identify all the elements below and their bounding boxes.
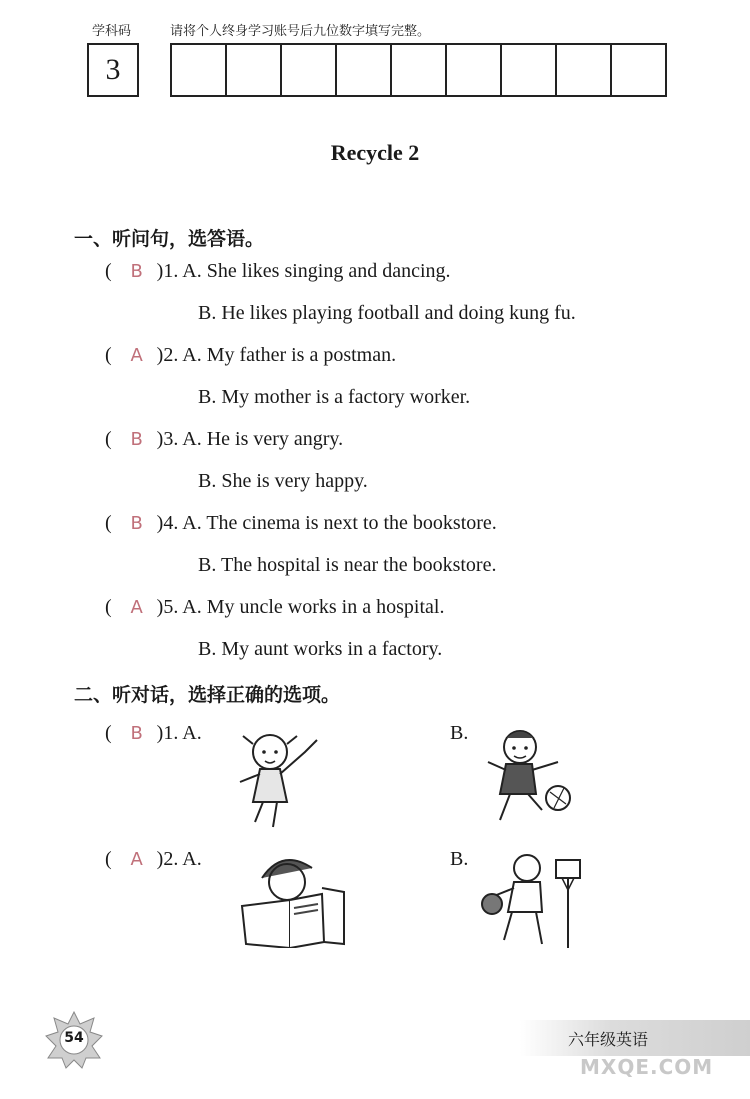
- s2-question-1: ( B )1. A.: [105, 722, 202, 744]
- grade-label-bar: [520, 1020, 750, 1056]
- question-number: )2.: [156, 848, 179, 870]
- answer-mark: B: [130, 429, 143, 450]
- answer-mark: B: [130, 513, 143, 534]
- option-a: A. He is very angry.: [182, 428, 344, 450]
- question-number: )4.: [156, 512, 179, 534]
- question-number: )3.: [156, 428, 179, 450]
- digit-cell[interactable]: [612, 45, 665, 95]
- s2-question-2: ( A )2. A.: [105, 848, 202, 870]
- s1-question-1: ( B )1. A. She likes singing and dancing.: [105, 260, 451, 282]
- digit-cell[interactable]: [227, 45, 282, 95]
- digit-cell[interactable]: [282, 45, 337, 95]
- question-number: )2.: [156, 344, 179, 366]
- question-number: )5.: [156, 596, 179, 618]
- s1-question-5: ( A )5. A. My uncle works in a hospital.: [105, 596, 445, 618]
- instruction-text: 请将个人终身学习账号后九位数字填写完整。: [170, 24, 431, 39]
- page-number: 54: [64, 1030, 84, 1046]
- subject-code-value: 3: [105, 53, 121, 86]
- digit-cell[interactable]: [337, 45, 392, 95]
- boy-basketball-illustration: [472, 848, 587, 953]
- s1-q5-option-b: B. My aunt works in a factory.: [198, 638, 443, 660]
- s2-q1-option-b-label: B.: [450, 722, 469, 744]
- option-a: A. My uncle works in a hospital.: [182, 596, 445, 618]
- page-title: Recycle 2: [330, 140, 420, 165]
- digit-cell[interactable]: [502, 45, 557, 95]
- account-digit-row: [170, 43, 667, 97]
- answer-mark: A: [130, 597, 143, 618]
- question-number: )1.: [156, 260, 179, 282]
- digit-cell[interactable]: [447, 45, 502, 95]
- s2-q2-option-b-label: B.: [450, 848, 469, 870]
- s1-question-4: ( B )4. A. The cinema is next to the bookstore.: [105, 512, 497, 534]
- s1-q1-option-b: B. He likes playing football and doing kung fu.: [198, 302, 576, 324]
- s1-q4-option-b: B. The hospital is near the bookstore.: [198, 554, 497, 576]
- subject-code-box: [87, 43, 139, 97]
- watermark-text: MXQE.COM: [580, 1055, 714, 1079]
- section-2-heading: 二、听对话，选择正确的选项。: [74, 684, 341, 706]
- boy-reading-illustration: [232, 848, 352, 948]
- option-a: A. The cinema is next to the bookstore.: [182, 512, 497, 534]
- digit-cell[interactable]: [557, 45, 612, 95]
- answer-mark: B: [130, 723, 143, 744]
- section-1-heading: 一、听问句，选答语。: [74, 228, 265, 250]
- grade-label: 六年级英语: [568, 1029, 649, 1049]
- option-a: A. My father is a postman.: [182, 344, 397, 366]
- digit-cell[interactable]: [392, 45, 447, 95]
- option-a-label: A.: [182, 848, 202, 870]
- s1-q3-option-b: B. She is very happy.: [198, 470, 368, 492]
- option-a-label: A.: [182, 722, 202, 744]
- s1-question-2: ( A )2. A. My father is a postman.: [105, 344, 397, 366]
- option-a: A. She likes singing and dancing.: [182, 260, 451, 282]
- s1-question-3: ( B )3. A. He is very angry.: [105, 428, 344, 450]
- digit-cell[interactable]: [172, 45, 227, 95]
- question-number: )1.: [156, 722, 179, 744]
- s1-q2-option-b: B. My mother is a factory worker.: [198, 386, 471, 408]
- boy-football-illustration: [470, 722, 580, 832]
- answer-mark: A: [130, 345, 143, 366]
- answer-mark: A: [130, 849, 143, 870]
- answer-mark: B: [130, 261, 143, 282]
- subject-code-label: 学科码: [92, 24, 132, 39]
- girl-dancing-illustration: [225, 722, 325, 832]
